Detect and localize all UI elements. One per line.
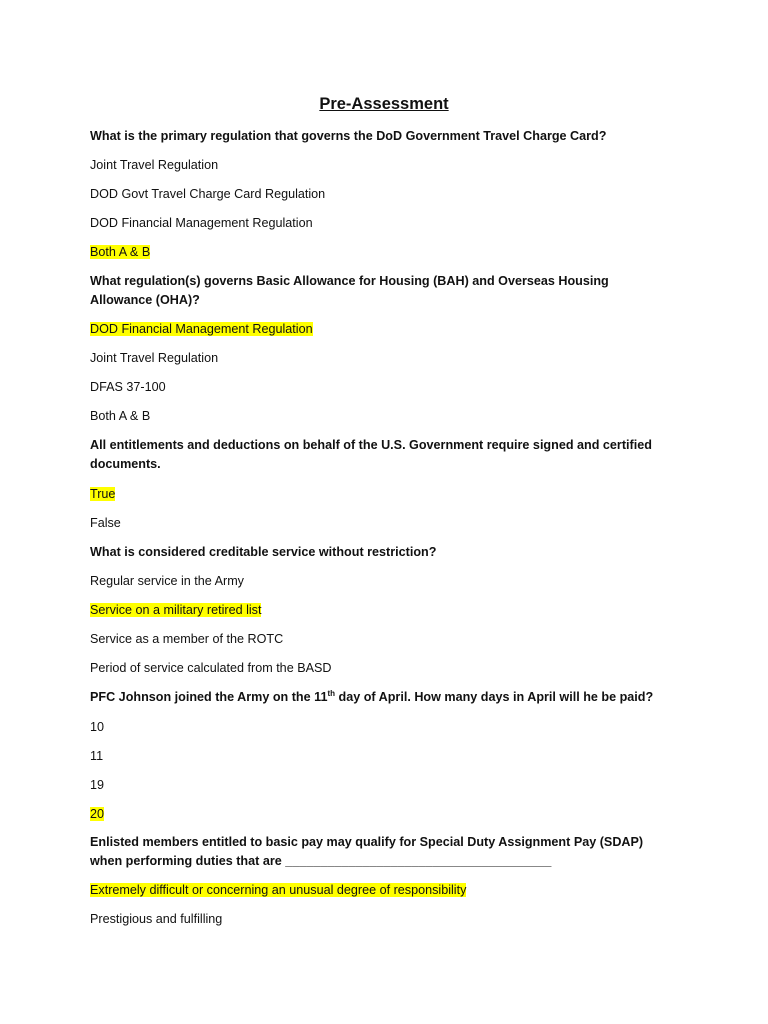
- question-6-option-b: Prestigious and fulfilling: [90, 912, 223, 926]
- question-1-option-b: DOD Govt Travel Charge Card Regulation: [90, 187, 326, 201]
- question-6: Enlisted members entitled to basic pay may qualify for Special Duty Assignment Pay (SDAP) when performing duties that are ______________________________________: [90, 835, 647, 868]
- question-2: What regulation(s) governs Basic Allowance for Housing (BAH) and Overseas Housing Allowance (OHA)?: [90, 274, 612, 307]
- question-4-option-c: Service as a member of the ROTC: [90, 632, 284, 646]
- question-3-option-b: False: [90, 516, 121, 530]
- question-2-option-d: Both A & B: [90, 409, 151, 423]
- question-1: What is the primary regulation that governs the DoD Government Travel Charge Card?: [90, 129, 607, 143]
- highlighted-answer: True: [90, 487, 116, 501]
- ordinal-superscript: th: [327, 688, 336, 698]
- question-5-option-d: [90, 805, 670, 824]
- highlighted-answer: 20: [90, 807, 105, 821]
- highlighted-answer: DOD Financial Management Regulation: [90, 322, 313, 336]
- question-4-option-a: Regular service in the Army: [90, 574, 244, 588]
- question-1-option-d: [90, 243, 670, 262]
- highlighted-answer: Service on a military retired list: [90, 603, 262, 617]
- question-5-option-b: 11: [90, 749, 104, 763]
- question-6-option-a: [90, 881, 670, 900]
- question-5-option-a: 10: [90, 720, 105, 734]
- page-title: Pre-Assessment: [319, 95, 449, 113]
- question-1-option-c: DOD Financial Management Regulation: [90, 216, 313, 230]
- question-4: What is considered creditable service without restriction?: [90, 545, 437, 559]
- question-2-option-c: DFAS 37-100: [90, 380, 166, 394]
- question-4-option-b: [90, 601, 670, 620]
- question-2-option-a: [90, 320, 670, 339]
- question-3: All entitlements and deductions on behalf of the U.S. Government require signed and certified documents.: [90, 438, 656, 471]
- highlighted-answer: Extremely difficult or concerning an unusual degree of responsibility: [90, 883, 467, 897]
- highlighted-answer: Both A & B: [90, 245, 151, 259]
- question-5: PFC Johnson joined the Army on the 11th day of April. How many days in April will he be paid?: [90, 688, 654, 704]
- question-1-option-a: Joint Travel Regulation: [90, 158, 219, 172]
- question-2-option-b: Joint Travel Regulation: [90, 351, 219, 365]
- question-5-option-c: 19: [90, 778, 105, 792]
- question-3-option-a: [90, 485, 670, 504]
- question-4-option-d: Period of service calculated from the BASD: [90, 661, 332, 675]
